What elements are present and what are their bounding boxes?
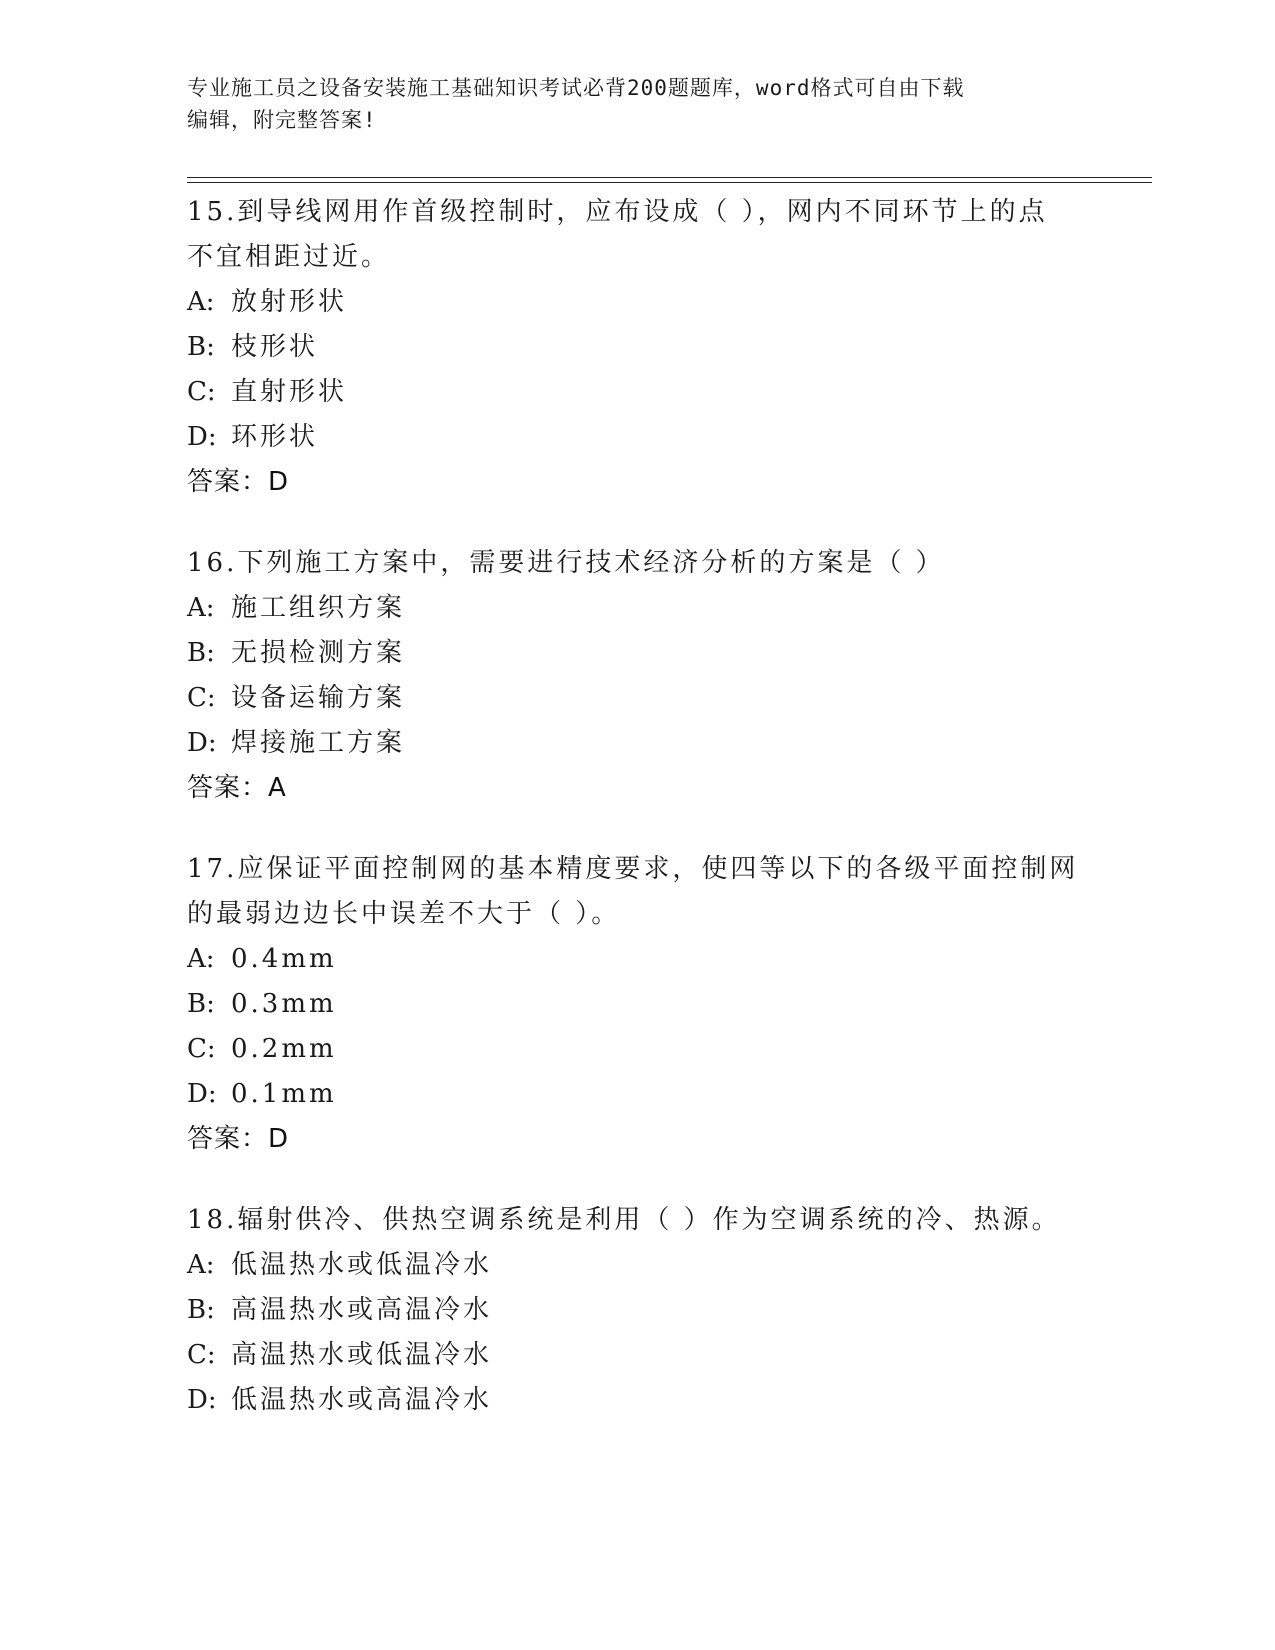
option-text: 0.3mm [231,989,337,1019]
question-stem-cont: 不宜相距过近。 [187,242,391,272]
header-title-line2: 编辑，附完整答案! [187,108,377,132]
option-label: D: [187,728,217,758]
option-c [187,1027,1087,1072]
option-label: B: [187,1295,215,1325]
option-label: D: [187,422,217,452]
option-label: C: [187,1034,216,1064]
option-text: 0.2mm [231,1034,337,1064]
option-b [187,631,1087,676]
option-b [187,325,1087,370]
question-17 [187,847,1087,1162]
question-stem: 17.应保证平面控制网的基本精度要求，使四等以下的各级平面控制网 [187,854,1079,884]
option-label: C: [187,1340,216,1370]
option-label: B: [187,332,215,362]
header-divider-top [187,177,1152,178]
option-text: 无损检测方案 [231,638,406,668]
option-text: 放射形状 [231,287,348,317]
option-label: C: [187,683,216,713]
header-divider-bottom [187,182,1152,183]
option-text: 直射形状 [231,377,348,407]
option-text: 设备运输方案 [231,683,406,713]
option-a [187,1243,1087,1288]
option-a [187,586,1087,631]
option-c [187,370,1087,415]
document-header [187,72,1067,136]
option-d [187,415,1087,460]
option-label: C: [187,377,216,407]
option-text: 0.1mm [231,1079,337,1109]
option-label: D: [187,1385,217,1415]
header-title-line1: 专业施工员之设备安装施工基础知识考试必背200题题库，word格式可自由下载 [187,76,965,100]
question-15 [187,190,1087,505]
option-label: B: [187,989,215,1019]
question-stem: 16.下列施工方案中，需要进行技术经济分析的方案是（ ） [187,548,945,578]
question-stem: 18.辐射供冷、供热空调系统是利用（ ）作为空调系统的冷、热源。 [187,1205,1061,1235]
option-text: 枝形状 [231,332,319,362]
answer-line: 答案：A [187,773,287,803]
option-d [187,1378,1087,1423]
option-d [187,721,1087,766]
option-text: 低温热水或低温冷水 [231,1250,493,1280]
option-label: A: [187,593,215,623]
option-c [187,1333,1087,1378]
question-16 [187,541,1087,811]
option-label: B: [187,638,215,668]
question-stem: 15.到导线网用作首级控制时，应布设成（ ），网内不同环节上的点 [187,197,1048,227]
option-text: 0.4mm [231,944,337,974]
answer-line: 答案：D [187,467,290,497]
option-label: A: [187,944,215,974]
question-18 [187,1198,1087,1423]
option-text: 焊接施工方案 [231,728,406,758]
option-text: 高温热水或高温冷水 [231,1295,493,1325]
option-label: D: [187,1079,217,1109]
option-d [187,1072,1087,1117]
option-b [187,1288,1087,1333]
question-list [187,190,1087,1459]
option-text: 环形状 [231,422,319,452]
answer-line: 答案：D [187,1124,290,1154]
option-c [187,676,1087,721]
option-text: 施工组织方案 [231,593,406,623]
option-text: 高温热水或低温冷水 [231,1340,493,1370]
option-a [187,280,1087,325]
option-a [187,937,1087,982]
option-b [187,982,1087,1027]
option-text: 低温热水或高温冷水 [231,1385,493,1415]
option-label: A: [187,287,215,317]
question-stem-cont: 的最弱边边长中误差不大于（ ）。 [187,899,621,929]
option-label: A: [187,1250,215,1280]
